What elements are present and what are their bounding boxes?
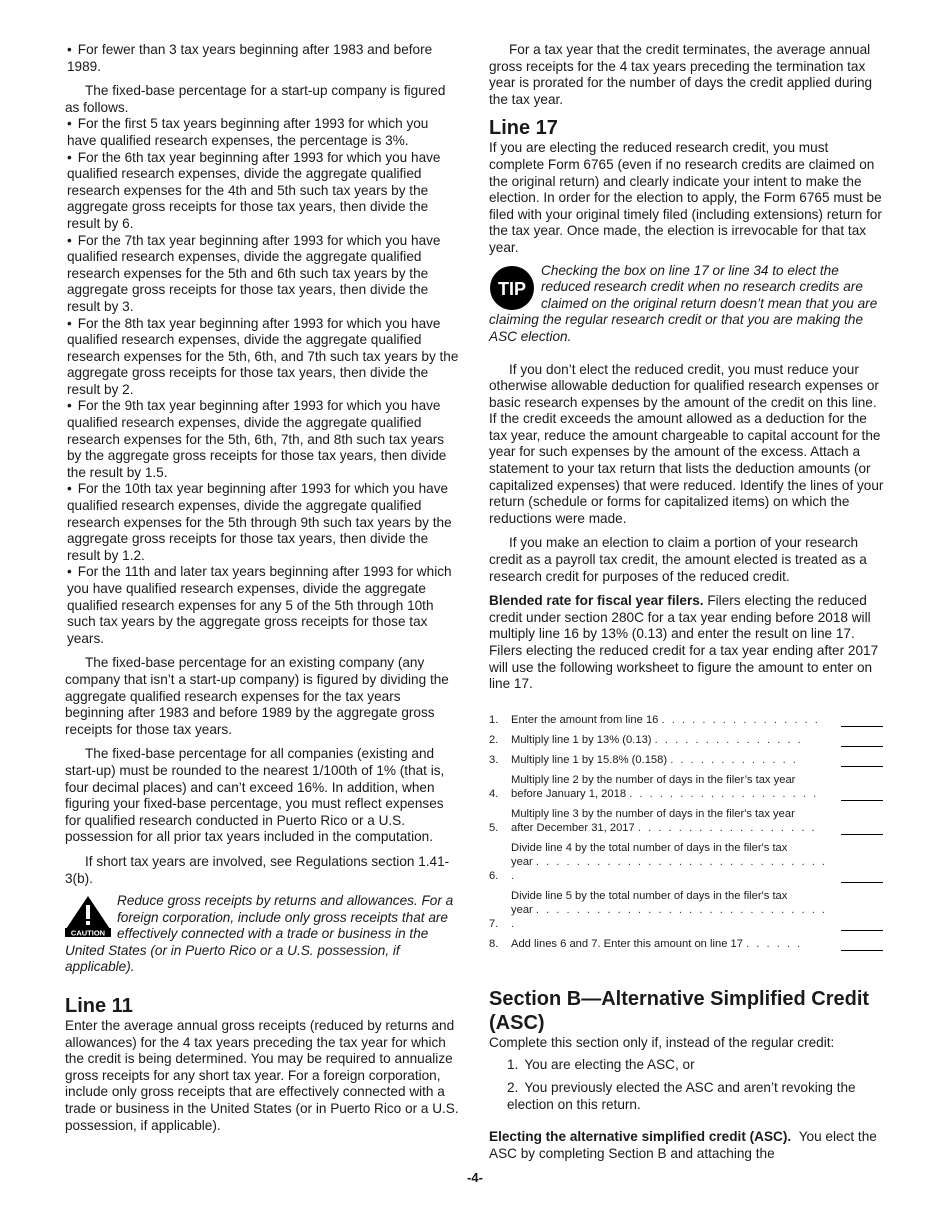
worksheet-line-number: 4. xyxy=(489,787,499,800)
worksheet-line-text: Divide line 4 by the total number of days in the filer's tax xyxy=(511,841,788,854)
worksheet-line-text: Divide line 5 by the total number of days in the filer's tax xyxy=(511,889,788,902)
worksheet-line-text-cont: after December 31, 2017 xyxy=(511,821,635,834)
worksheet-line-number: 1. xyxy=(489,713,499,726)
tip-note xyxy=(489,263,885,346)
tip-text: Checking the box on line 17 or line 34 to elect the reduced research credit when no research credits are claimed on the original return doesn’t mean that you are claiming the regular research credit or that you are making the ASC election. xyxy=(489,262,878,344)
section-b-item-1: 1. You are electing the ASC, or xyxy=(507,1057,695,1073)
asc-text: You elect the ASC by completing Section B and attaching the xyxy=(489,1129,877,1161)
worksheet-answer-line[interactable] xyxy=(841,754,883,767)
right-column xyxy=(489,42,885,1162)
line-17-text: If you are electing the reduced research credit, you must complete Form 6765 (even if no research credits are claimed on the original return) and clearly indicate your intent to make the election. In order for the election to apply, the Form 6765 must be filed with your original timely filed (including extensions) return for the tax year. Once made, the election is irrevocable for that tax year. xyxy=(489,140,882,255)
worksheet-line-number: 3. xyxy=(489,753,499,766)
line-11-heading: Line 11 xyxy=(65,995,133,1018)
section-b-intro: Complete this section only if, instead of the regular credit: xyxy=(489,1034,835,1050)
worksheet-line-text: Multiply line 3 by the number of days in the filer's tax year xyxy=(511,807,795,820)
worksheet-answer-line[interactable] xyxy=(841,938,883,951)
worksheet-answer-line[interactable] xyxy=(841,714,883,727)
worksheet-line-number: 5. xyxy=(489,821,499,834)
bullet-1983: • For fewer than 3 tax years beginning after 1983 and before 1989. xyxy=(65,42,461,75)
worksheet-line-text-cont: year xyxy=(511,855,533,868)
worksheet-answer-line[interactable] xyxy=(841,918,883,931)
startup-bullet-5: • For the 9th tax year beginning after 1993 for which you have qualified research expenses, divide the aggregate qualified research expenses for the 5th, 6th, 7th, and 8th such tax years by the aggregate gross receipts for those tax years, then divide the result by 1.5. xyxy=(65,398,461,481)
worksheet-line-text-cont: year xyxy=(511,903,533,916)
terminate-paragraph: For a tax year that the credit terminates, the average annual gross receipts for the 4 tax years preceding the termination tax year is prorated for the number of days the credit applied during the tax year. xyxy=(489,42,873,107)
worksheet-line-text: Multiply line 1 by 15.8% (0.158) xyxy=(511,753,668,766)
caution-text: Reduce gross receipts by returns and allowances. For a foreign corporation, include only gross receipts that are effectively connected with a trade or business in the United States (or in Puerto Rico or a U.S. possession, if applicable). xyxy=(65,893,454,975)
no-elect-paragraph: If you don’t elect the reduced credit, you must reduce your otherwise allowable deduction for qualified research expenses or basic research expenses by the amount of the credit on this line. If the credit exceeds the amount allowed as a deduction for the tax year, reduce the amount chargeable to capital account for the year for such expenses by the amount of the excess. Attach a statement to your tax return that lists the deduction amounts (or capitalized expenses) that were reduced. Identify the lines of your return (schedule or forms for capitalized items) on which the reductions were made. xyxy=(489,361,884,526)
section-b-heading: Section B—Alternative Simplified Credit (ASC) xyxy=(489,987,870,1034)
startup-bullet-3: • For the 7th tax year beginning after 1993 for which you have qualified research expenses, divide the aggregate qualified research expenses for the 5th and 6th such tax years by the aggregate gross receipts for those tax years, then divide the result by 3. xyxy=(65,233,461,316)
startup-bullet-7: • For the 11th and later tax years beginning after 1993 for which you have qualified research expenses, divide the aggregate qualified research expenses for any 5 of the 5th through 10th such tax years by the aggregate gross receipts for those tax years. xyxy=(65,564,461,647)
line-11-text: Enter the average annual gross receipts (reduced by returns and allowances) for the 4 tax years preceding the tax year for which the credit is being determined. You may be required to annualize gross receipts for any short tax year. For a foreign corporation, include only gross receipts that are effectively connected with a trade or business in the United States (or in Puerto Rico or a U.S. possession, if applicable). xyxy=(65,1018,459,1133)
caution-label: CAUTION xyxy=(70,928,106,938)
line-17-heading: Line 17 xyxy=(489,117,558,140)
worksheet-line-6: 6. Divide line 4 by the total number of days in the filer's tax year . . . . . . . . . . . . . . . . . . . . . . . . . . . . . . xyxy=(489,841,885,883)
worksheet-line-number: 8. xyxy=(489,937,499,950)
page-number: -4- xyxy=(467,1170,483,1185)
worksheet-line-number: 6. xyxy=(489,869,499,882)
startup-intro: The fixed-base percentage for a start-up company is figured as follows. xyxy=(65,83,446,115)
short-years-paragraph: If short tax years are involved, see Regulations section 1.41-3(b). xyxy=(65,853,450,886)
startup-bullet-1: • For the first 5 tax years beginning after 1993 for which you have qualified research expenses, the percentage is 3%. xyxy=(65,116,461,149)
payroll-paragraph: If you make an election to claim a portion of your research credit as a payroll tax credit, the amount elected is treated as a research credit for purposes of the reduced credit. xyxy=(489,535,867,584)
worksheet-line-8: 8. Add lines 6 and 7. Enter this amount on line 17 . . . . . . xyxy=(489,937,885,951)
blended-rate-runin: Blended rate for fiscal year filers. xyxy=(489,593,704,609)
worksheet-line-2: 2. Multiply line 1 by 13% (0.13) . . . . . . . . . . . . . . . xyxy=(489,733,885,747)
worksheet-answer-line[interactable] xyxy=(841,822,883,835)
startup-bullet-6: • For the 10th tax year beginning after 1993 for which you have qualified research expenses, divide the aggregate qualified research expenses for the 5th through 9th such tax years by the aggregate gross receipts for those tax years, then divide the result by 1.2. xyxy=(65,481,461,564)
asc-runin: Electing the alternative simplified credit (ASC). xyxy=(489,1129,792,1145)
worksheet-line-text: Multiply line 1 by 13% (0.13) xyxy=(511,733,652,746)
startup-bullet-4: • For the 8th tax year beginning after 1993 for which you have qualified research expenses, divide the aggregate qualified research expenses for the 5th, 6th, and 7th such tax years by the aggregate gross receipts for those tax years, then divide the result by 2. xyxy=(65,316,461,399)
worksheet-line-text-cont: before January 1, 2018 xyxy=(511,787,627,800)
existing-company-paragraph: The fixed-base percentage for an existing company (any company that isn’t a start-up company) is figured by dividing the aggregate qualified research expenses for the tax years beginning after 1983 and before 1989 by the aggregate gross receipts for those tax years. xyxy=(65,655,449,737)
worksheet-line-number: 7. xyxy=(489,917,499,930)
startup-bullet-2: • For the 6th tax year beginning after 1993 for which you have qualified research expenses, divide the aggregate qualified research expenses for the 4th and 5th such tax years by the aggregate gross receipts for those tax years, then divide the result by 6. xyxy=(65,150,461,233)
worksheet-line-text: Add lines 6 and 7. Enter this amount on line 17 xyxy=(511,937,743,950)
worksheet-line-4: 4. Multiply line 2 by the number of days in the filer’s tax year before January 1, 2018 . . . . . . . . . . . . . . . . . . . xyxy=(489,773,885,801)
blended-rate-paragraph xyxy=(489,593,885,693)
worksheet-line-5: 5. Multiply line 3 by the number of days in the filer's tax year after December 31, 2017 . . . . . . . . . . . . . . . . . . xyxy=(489,807,885,835)
worksheet-line-text: Enter the amount from line 16 xyxy=(511,713,659,726)
worksheet-line-text: Multiply line 2 by the number of days in the filer’s tax year xyxy=(511,773,796,786)
worksheet-line-number: 2. xyxy=(489,733,499,746)
worksheet-answer-line[interactable] xyxy=(841,870,883,883)
worksheet-line-3: 3. Multiply line 1 by 15.8% (0.158) . . . . . . . . . . . . . xyxy=(489,753,885,767)
caution-note xyxy=(65,893,461,976)
worksheet-line-1: 1. Enter the amount from line 16 . . . . . . . . . . . . . . . . xyxy=(489,713,885,727)
section-b-item-2: 2. You previously elected the ASC and aren’t revoking the election on this return. xyxy=(507,1079,856,1112)
tip-label: TIP xyxy=(497,278,527,299)
worksheet-answer-line[interactable] xyxy=(841,788,883,801)
blended-rate-worksheet xyxy=(489,713,885,951)
asc-paragraph xyxy=(489,1129,885,1162)
left-column xyxy=(65,42,461,1134)
all-companies-paragraph: The fixed-base percentage for all companies (existing and start-up) must be rounded to the nearest 1/100th of 1% (that is, four decimal places) and can’t exceed 16%. In addition, when figuring your fixed-base percentage, you must reflect expenses for qualified research conducted in Puerto Rico or a U.S. possession for all prior tax years included in the computation. xyxy=(65,746,445,845)
blended-rate-text: Filers electing the reduced credit under section 280C for a tax year ending before 2018 will multiply line 16 by 13% (0.13) and enter the result on line 17. Filers electing the reduced credit for a tax year ending after 2017 will use the following worksheet to figure the amount to enter on line 17. xyxy=(489,593,879,692)
worksheet-line-7: 7. Divide line 5 by the total number of days in the filer's tax year . . . . . . . . . . . . . . . . . . . . . . . . . . . . . . xyxy=(489,889,885,931)
tip-icon xyxy=(489,265,535,311)
caution-icon xyxy=(65,895,111,937)
worksheet-answer-line[interactable] xyxy=(841,734,883,747)
